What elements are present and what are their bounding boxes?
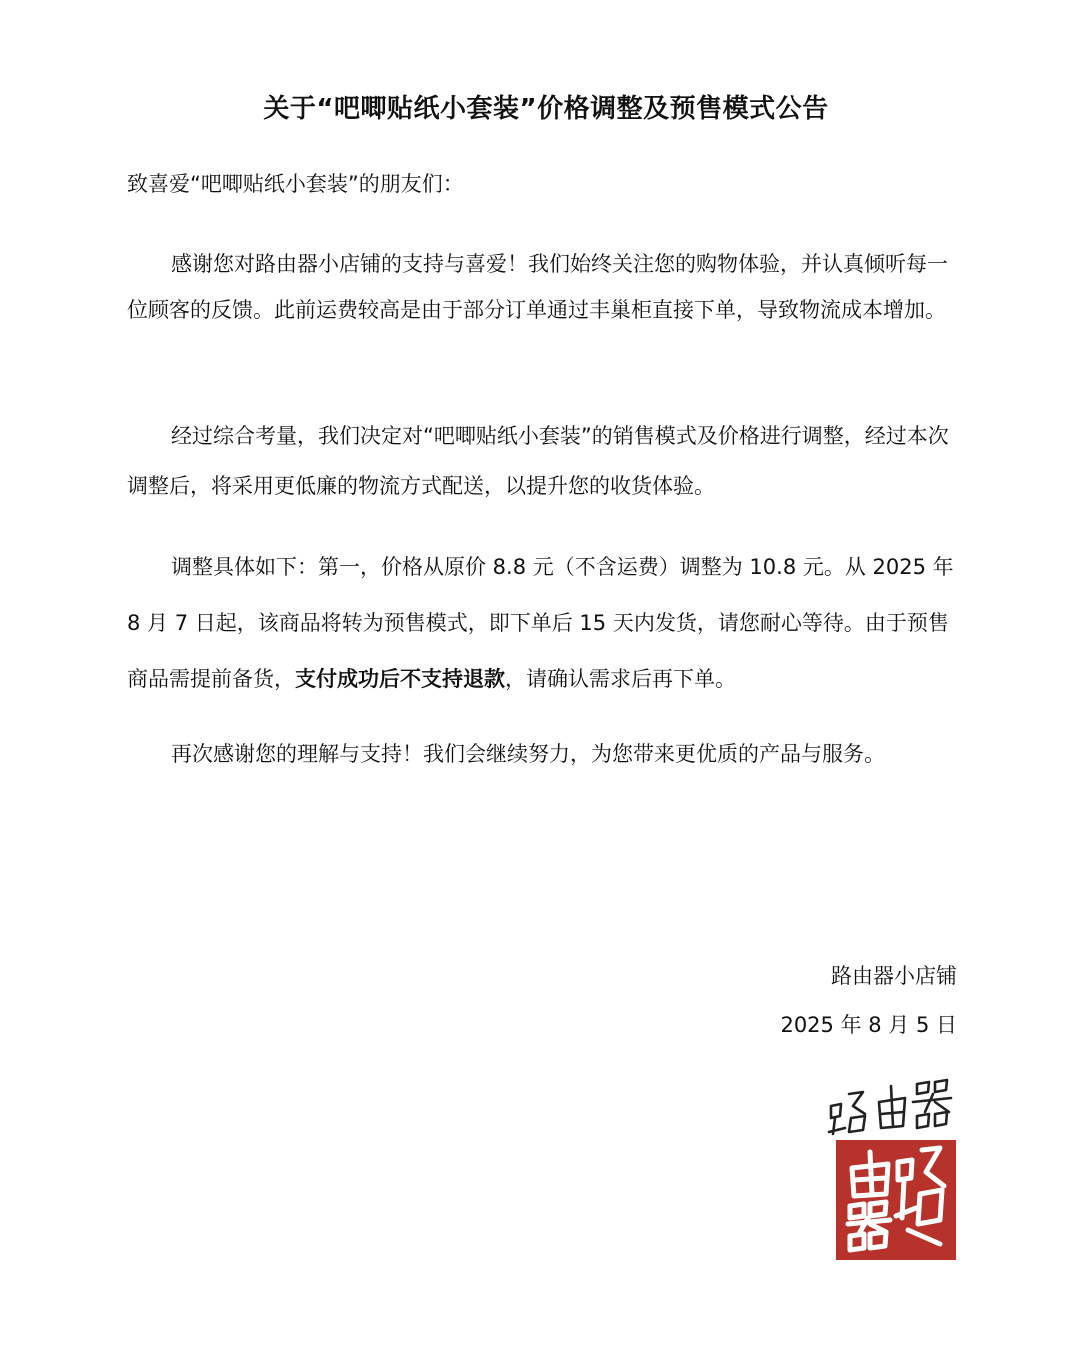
paragraph-thanks: 感谢您对路由器小店铺的支持与喜爱！我们始终关注您的购物体验，并认真倾听每一位顾客的反馈。此前运费较高是由于部分订单通过丰巢柜直接下单，导致物流成本增加。 bbox=[127, 252, 948, 322]
paragraph-closing: 再次感谢您的理解与支持！我们会继续努力，为您带来更优质的产品与服务。 bbox=[171, 742, 885, 766]
signer-name: 路由器小店铺 bbox=[831, 964, 957, 988]
notice-title: 关于“吧唧贴纸小套装”价格调整及预售模式公告 bbox=[263, 94, 829, 125]
no-refund-notice: 支付成功后不支持退款 bbox=[295, 667, 505, 691]
salutation: 致喜爱“吧唧贴纸小套装”的朋友们： bbox=[127, 172, 464, 196]
paragraph-adjustment-details bbox=[127, 539, 965, 707]
notice-date: 2025 年 8 月 5 日 bbox=[780, 1013, 957, 1037]
adjustment-text-end: ，请确认需求后再下单。 bbox=[505, 667, 736, 691]
official-seal-stamp bbox=[834, 1138, 958, 1262]
seal-body bbox=[836, 1140, 956, 1260]
adjustment-text: 调整具体如下：第一，价格从原价 8.8 元（不含运费）调整为 10.8 元。从 2025 年 8 月 7 日起，该商品将转为预售模式，即下单后 15 天内发货，请您耐心等待。由于预售商品需提前备货， bbox=[127, 555, 954, 691]
paragraph-decision: 经过综合考量，我们决定对“吧唧贴纸小套装”的销售模式及价格进行调整，经过本次调整后，将采用更低廉的物流方式配送，以提升您的收货体验。 bbox=[127, 424, 949, 498]
